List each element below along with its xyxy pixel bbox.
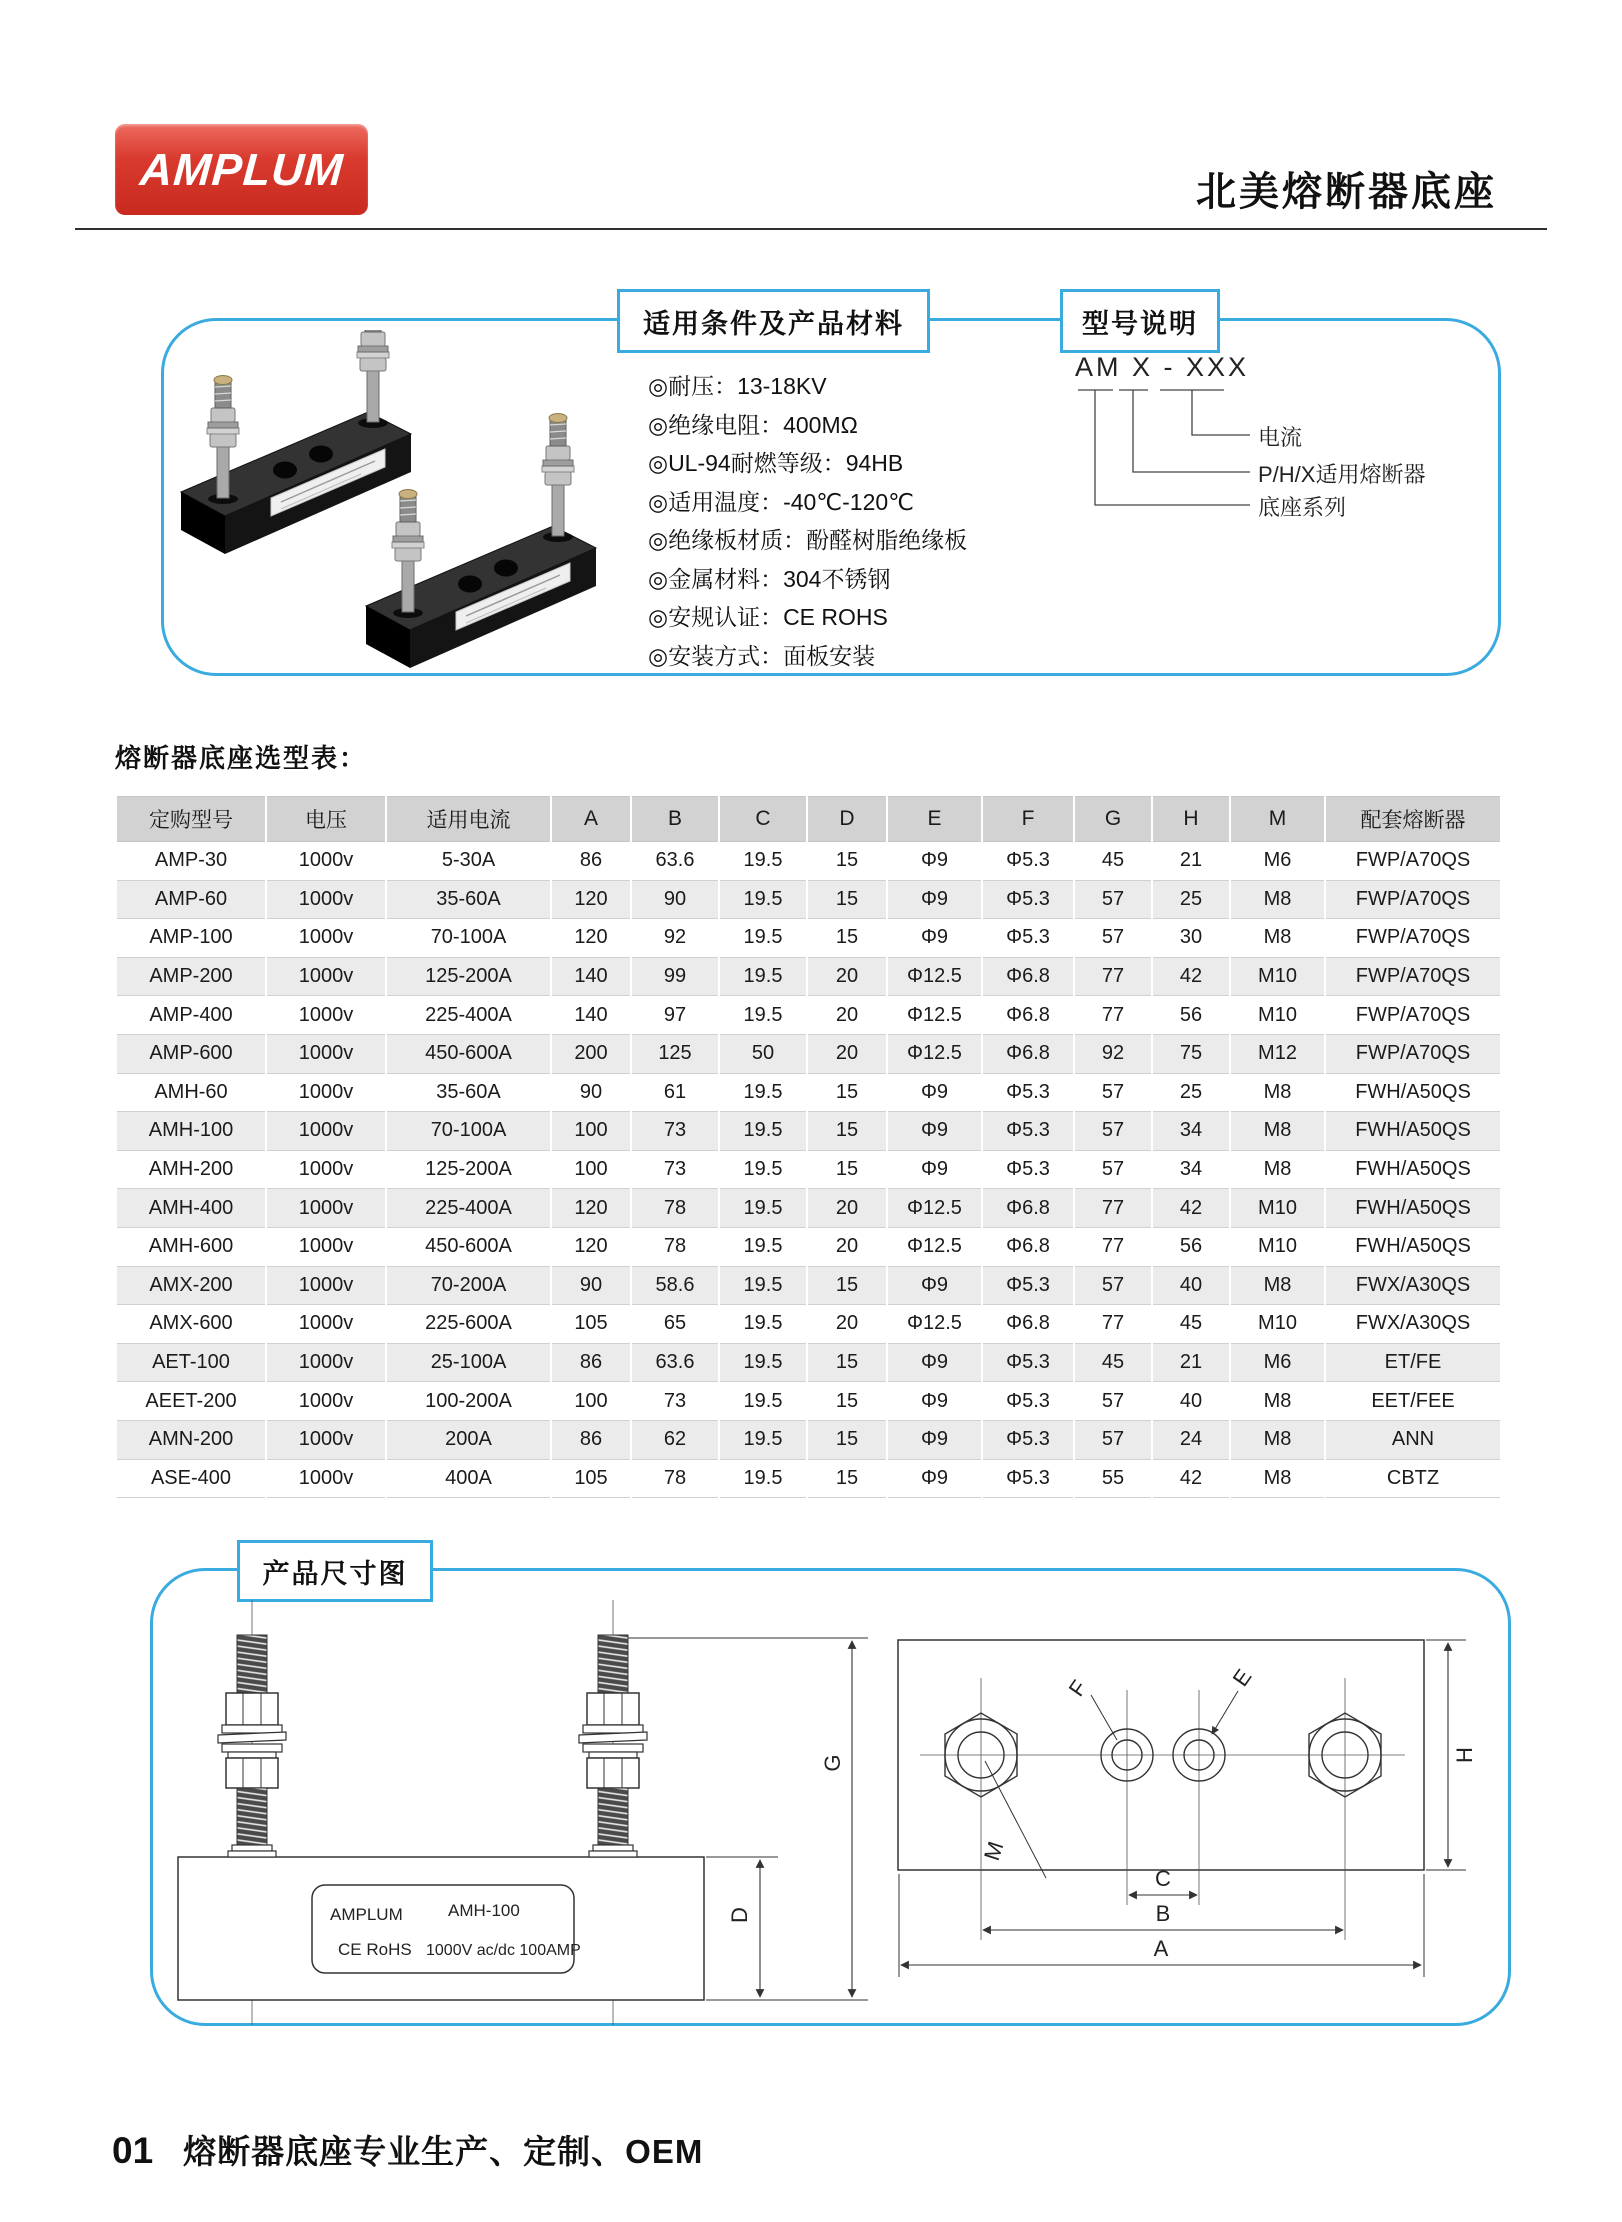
table-cell: 1000v — [266, 1150, 386, 1189]
table-cell: FWP/A70QS — [1325, 957, 1501, 996]
table-cell: Φ12.5 — [887, 1305, 982, 1344]
table-cell: Φ9 — [887, 1150, 982, 1189]
table-cell: 1000v — [266, 880, 386, 919]
condition-item: ◎UL-94耐燃等级：94HB — [648, 450, 904, 476]
table-cell: 40 — [1152, 1266, 1230, 1305]
table-cell: 125-200A — [386, 1150, 551, 1189]
table-cell: 40 — [1152, 1382, 1230, 1421]
column-header: B — [631, 797, 719, 842]
table-cell: 25 — [1152, 880, 1230, 919]
table-cell: FWP/A70QS — [1325, 1034, 1501, 1073]
table-cell: 100-200A — [386, 1382, 551, 1421]
table-row — [116, 1112, 1501, 1151]
table-cell: 77 — [1074, 1227, 1152, 1266]
table-cell: 1000v — [266, 996, 386, 1035]
table-cell: 120 — [551, 880, 631, 919]
table-cell: 70-100A — [386, 919, 551, 958]
dimension-drawing — [150, 1568, 1505, 2020]
table-cell: 99 — [631, 957, 719, 996]
table-cell: 75 — [1152, 1034, 1230, 1073]
table-cell: 15 — [807, 1459, 887, 1498]
table-cell: 73 — [631, 1150, 719, 1189]
table-cell: 30 — [1152, 919, 1230, 958]
table-cell: AMN-200 — [116, 1420, 266, 1459]
page-title: 北美熔断器底座 — [1196, 170, 1497, 214]
dim-a: A — [1153, 1936, 1169, 1961]
table-row — [116, 1227, 1501, 1266]
table-cell: M8 — [1230, 919, 1325, 958]
dimensions-box-title: 产品尺寸图 — [237, 1540, 433, 1602]
condition-item: ◎金属材料：304不锈钢 — [648, 565, 891, 592]
nameplate-rating: 1000V ac/dc 100AMP — [426, 1942, 581, 1959]
table-cell: M10 — [1230, 1227, 1325, 1266]
table-cell: 125-200A — [386, 957, 551, 996]
table-cell: 1000v — [266, 1343, 386, 1382]
table-cell: 15 — [807, 880, 887, 919]
table-cell: M12 — [1230, 1034, 1325, 1073]
table-cell: 100 — [551, 1150, 631, 1189]
condition-item: ◎绝缘板材质：酚醛树脂绝缘板 — [648, 527, 968, 553]
dim-g: G — [820, 1754, 845, 1772]
legend-label: 底座系列 — [1258, 495, 1347, 520]
table-cell: AMP-400 — [116, 996, 266, 1035]
column-header: F — [982, 797, 1074, 842]
table-cell: AMH-600 — [116, 1227, 266, 1266]
table-cell: Φ6.8 — [982, 996, 1074, 1035]
table-cell: 56 — [1152, 1227, 1230, 1266]
table-cell: ET/FE — [1325, 1343, 1501, 1382]
nameplate-brand: AMPLUM — [330, 1905, 403, 1924]
table-cell: FWH/A50QS — [1325, 1150, 1501, 1189]
table-cell: 15 — [807, 919, 887, 958]
table-cell: AMH-200 — [116, 1150, 266, 1189]
column-header: 电压 — [266, 797, 386, 842]
table-row — [116, 1266, 1501, 1305]
table-cell: Φ5.3 — [982, 1150, 1074, 1189]
table-cell: M10 — [1230, 1305, 1325, 1344]
table-cell: M8 — [1230, 1459, 1325, 1498]
dim-d: D — [727, 1907, 752, 1923]
table-cell: 20 — [807, 1189, 887, 1228]
table-cell: FWP/A70QS — [1325, 880, 1501, 919]
table-cell: 77 — [1074, 1189, 1152, 1228]
table-cell: Φ9 — [887, 1459, 982, 1498]
table-cell: 100 — [551, 1382, 631, 1421]
table-cell: ANN — [1325, 1420, 1501, 1459]
table-cell: 105 — [551, 1459, 631, 1498]
column-header: D — [807, 797, 887, 842]
table-cell: M10 — [1230, 1189, 1325, 1228]
table-cell: 120 — [551, 1189, 631, 1228]
model-legend-lines — [1060, 380, 1260, 520]
table-cell: AMH-60 — [116, 1073, 266, 1112]
model-legend-box-title: 型号说明 — [1060, 289, 1220, 353]
nameplate-model: AMH-100 — [448, 1901, 520, 1920]
table-cell: 1000v — [266, 1420, 386, 1459]
table-cell: 100 — [551, 1112, 631, 1151]
table-cell: M8 — [1230, 1420, 1325, 1459]
column-header: 定购型号 — [116, 797, 266, 842]
table-cell: AMX-600 — [116, 1305, 266, 1344]
table-cell: 57 — [1074, 1112, 1152, 1151]
table-row — [116, 1459, 1501, 1498]
condition-item: ◎绝缘电阻：400MΩ — [648, 411, 858, 438]
table-cell: Φ9 — [887, 1343, 982, 1382]
table-cell: 78 — [631, 1459, 719, 1498]
table-cell: Φ5.3 — [982, 842, 1074, 881]
table-cell: EET/FEE — [1325, 1382, 1501, 1421]
column-header: M — [1230, 797, 1325, 842]
table-cell: 19.5 — [719, 842, 807, 881]
table-cell: Φ5.3 — [982, 1073, 1074, 1112]
table-cell: 63.6 — [631, 842, 719, 881]
table-cell: 1000v — [266, 1266, 386, 1305]
table-cell: FWH/A50QS — [1325, 1227, 1501, 1266]
table-cell: 62 — [631, 1420, 719, 1459]
table-cell: Φ9 — [887, 1266, 982, 1305]
table-cell: 19.5 — [719, 1189, 807, 1228]
table-cell: Φ5.3 — [982, 1266, 1074, 1305]
table-cell: 57 — [1074, 1420, 1152, 1459]
table-cell: 19.5 — [719, 880, 807, 919]
table-cell: 19.5 — [719, 919, 807, 958]
table-cell: AMH-100 — [116, 1112, 266, 1151]
column-header: H — [1152, 797, 1230, 842]
table-cell: 57 — [1074, 1382, 1152, 1421]
table-cell: 57 — [1074, 880, 1152, 919]
table-cell: 35-60A — [386, 1073, 551, 1112]
table-cell: 1000v — [266, 842, 386, 881]
table-cell: 450-600A — [386, 1227, 551, 1266]
table-cell: 25-100A — [386, 1343, 551, 1382]
table-cell: 1000v — [266, 1034, 386, 1073]
table-cell: FWH/A50QS — [1325, 1073, 1501, 1112]
table-cell: 77 — [1074, 1305, 1152, 1344]
table-cell: Φ12.5 — [887, 1189, 982, 1228]
table-cell: Φ6.8 — [982, 1189, 1074, 1228]
table-cell: FWX/A30QS — [1325, 1305, 1501, 1344]
table-row — [116, 842, 1501, 881]
column-header: 适用电流 — [386, 797, 551, 842]
table-cell: 21 — [1152, 842, 1230, 881]
table-row — [116, 880, 1501, 919]
dim-f: F — [1063, 1675, 1092, 1701]
table-cell: Φ9 — [887, 880, 982, 919]
model-code: AM X - XXX — [1075, 352, 1250, 382]
conditions-list — [648, 367, 1038, 675]
table-cell: AMP-30 — [116, 842, 266, 881]
table-cell: ASE-400 — [116, 1459, 266, 1498]
table-cell: 1000v — [266, 1227, 386, 1266]
table-cell: 35-60A — [386, 880, 551, 919]
table-cell: 57 — [1074, 919, 1152, 958]
table-cell: 1000v — [266, 1112, 386, 1151]
table-cell: 15 — [807, 1382, 887, 1421]
table-cell: 1000v — [266, 1189, 386, 1228]
table-cell: 20 — [807, 957, 887, 996]
table-cell: 120 — [551, 1227, 631, 1266]
table-cell: M6 — [1230, 1343, 1325, 1382]
table-cell: 1000v — [266, 957, 386, 996]
table-cell: Φ12.5 — [887, 1227, 982, 1266]
table-cell: FWH/A50QS — [1325, 1112, 1501, 1151]
table-row — [116, 1073, 1501, 1112]
table-cell: M8 — [1230, 1150, 1325, 1189]
table-cell: 20 — [807, 996, 887, 1035]
table-cell: 19.5 — [719, 1382, 807, 1421]
table-cell: 140 — [551, 957, 631, 996]
condition-item: ◎安装方式：面板安装 — [648, 642, 876, 669]
table-cell: 15 — [807, 1420, 887, 1459]
table-cell: 5-30A — [386, 842, 551, 881]
table-cell: AEET-200 — [116, 1382, 266, 1421]
table-cell: 73 — [631, 1382, 719, 1421]
table-cell: 92 — [1074, 1034, 1152, 1073]
table-cell: 125 — [631, 1034, 719, 1073]
table-cell: CBTZ — [1325, 1459, 1501, 1498]
table-cell: AMP-200 — [116, 957, 266, 996]
table-cell: 57 — [1074, 1150, 1152, 1189]
table-cell: 400A — [386, 1459, 551, 1498]
table-cell: Φ9 — [887, 1073, 982, 1112]
table-row — [116, 1150, 1501, 1189]
header-divider — [75, 228, 1547, 230]
table-cell: 21 — [1152, 1343, 1230, 1382]
table-row — [116, 1034, 1501, 1073]
table-cell: 15 — [807, 1150, 887, 1189]
table-cell: Φ5.3 — [982, 1343, 1074, 1382]
table-cell: 19.5 — [719, 1459, 807, 1498]
table-cell: 25 — [1152, 1073, 1230, 1112]
table-cell: 90 — [551, 1266, 631, 1305]
table-cell: FWP/A70QS — [1325, 996, 1501, 1035]
nameplate-cert: CE RoHS — [338, 1940, 412, 1959]
table-cell: AMP-100 — [116, 919, 266, 958]
table-cell: 1000v — [266, 1382, 386, 1421]
table-cell: Φ6.8 — [982, 1305, 1074, 1344]
table-cell: Φ5.3 — [982, 1112, 1074, 1151]
table-cell: 19.5 — [719, 1420, 807, 1459]
table-row — [116, 1305, 1501, 1344]
table-cell: Φ5.3 — [982, 1420, 1074, 1459]
table-cell: 77 — [1074, 957, 1152, 996]
table-row — [116, 1420, 1501, 1459]
table-cell: 78 — [631, 1189, 719, 1228]
table-cell: 86 — [551, 842, 631, 881]
table-cell: 20 — [807, 1305, 887, 1344]
table-cell: 56 — [1152, 996, 1230, 1035]
selection-table — [115, 796, 1502, 1498]
table-cell: AMP-60 — [116, 880, 266, 919]
table-cell: Φ6.8 — [982, 1227, 1074, 1266]
table-cell: 225-600A — [386, 1305, 551, 1344]
table-cell: 65 — [631, 1305, 719, 1344]
table-cell: Φ5.3 — [982, 1382, 1074, 1421]
table-cell: 225-400A — [386, 1189, 551, 1228]
table-cell: 15 — [807, 842, 887, 881]
table-cell: Φ9 — [887, 1112, 982, 1151]
table-row — [116, 1382, 1501, 1421]
legend-label: P/H/X适用熔断器 — [1258, 462, 1426, 487]
table-cell: 450-600A — [386, 1034, 551, 1073]
table-cell: 225-400A — [386, 996, 551, 1035]
condition-item: ◎适用温度：-40℃-120℃ — [648, 488, 915, 515]
table-cell: FWP/A70QS — [1325, 842, 1501, 881]
table-cell: Φ12.5 — [887, 1034, 982, 1073]
product-photo — [163, 330, 603, 670]
table-cell: 57 — [1074, 1073, 1152, 1112]
table-cell: 15 — [807, 1112, 887, 1151]
table-header-row — [116, 797, 1501, 842]
table-cell: 200A — [386, 1420, 551, 1459]
condition-item: ◎安规认证：CE ROHS — [648, 604, 888, 630]
table-cell: M8 — [1230, 1073, 1325, 1112]
side-view-drawing — [178, 1600, 868, 2025]
table-cell: 78 — [631, 1227, 719, 1266]
table-cell: 105 — [551, 1305, 631, 1344]
table-cell: 45 — [1074, 842, 1152, 881]
table-cell: M8 — [1230, 1266, 1325, 1305]
table-cell: 86 — [551, 1343, 631, 1382]
nameplate — [312, 1885, 574, 1973]
table-cell: M8 — [1230, 1382, 1325, 1421]
fuse-base-photo-1 — [181, 330, 411, 554]
table-cell: 90 — [631, 880, 719, 919]
condition-item: ◎耐压：13-18KV — [648, 373, 827, 399]
table-cell: Φ12.5 — [887, 957, 982, 996]
table-cell: 73 — [631, 1112, 719, 1151]
table-cell: 19.5 — [719, 1227, 807, 1266]
table-cell: Φ5.3 — [982, 880, 1074, 919]
dim-h: H — [1452, 1747, 1477, 1763]
table-cell: AMH-400 — [116, 1189, 266, 1228]
brand-logo — [115, 124, 368, 215]
table-cell: 45 — [1074, 1343, 1152, 1382]
table-row — [116, 919, 1501, 958]
table-cell: 20 — [807, 1034, 887, 1073]
table-cell: 120 — [551, 919, 631, 958]
table-cell: 200 — [551, 1034, 631, 1073]
table-cell: 19.5 — [719, 1150, 807, 1189]
table-cell: Φ6.8 — [982, 1034, 1074, 1073]
table-cell: 50 — [719, 1034, 807, 1073]
table-cell: Φ9 — [887, 1382, 982, 1421]
page-footer — [112, 2126, 703, 2173]
table-cell: 77 — [1074, 996, 1152, 1035]
table-cell: 90 — [551, 1073, 631, 1112]
table-cell: 42 — [1152, 1189, 1230, 1228]
table-cell: 97 — [631, 996, 719, 1035]
table-cell: 1000v — [266, 919, 386, 958]
table-cell: 19.5 — [719, 1112, 807, 1151]
table-cell: Φ12.5 — [887, 996, 982, 1035]
page-number: 01 — [112, 2130, 154, 2171]
table-cell: 61 — [631, 1073, 719, 1112]
dim-b: B — [1155, 1901, 1171, 1926]
table-cell: 42 — [1152, 957, 1230, 996]
table-row — [116, 1189, 1501, 1228]
table-cell: 19.5 — [719, 1073, 807, 1112]
column-header: E — [887, 797, 982, 842]
table-cell: Φ5.3 — [982, 919, 1074, 958]
table-cell: 15 — [807, 1343, 887, 1382]
table-cell: 34 — [1152, 1150, 1230, 1189]
table-row — [116, 957, 1501, 996]
table-cell: 55 — [1074, 1459, 1152, 1498]
table-cell: FWP/A70QS — [1325, 919, 1501, 958]
selection-table-heading: 熔断器底座选型表： — [115, 743, 368, 773]
conditions-box-title: 适用条件及产品材料 — [617, 289, 930, 353]
selection-table-head — [116, 797, 1501, 842]
column-header: 配套熔断器 — [1325, 797, 1501, 842]
column-header: C — [719, 797, 807, 842]
table-cell: M6 — [1230, 842, 1325, 881]
table-cell: 92 — [631, 919, 719, 958]
table-cell: AMX-200 — [116, 1266, 266, 1305]
table-cell: M8 — [1230, 1112, 1325, 1151]
table-cell: 70-100A — [386, 1112, 551, 1151]
table-cell: Φ5.3 — [982, 1459, 1074, 1498]
table-cell: 19.5 — [719, 996, 807, 1035]
table-cell: 34 — [1152, 1112, 1230, 1151]
table-cell: FWH/A50QS — [1325, 1189, 1501, 1228]
table-cell: 20 — [807, 1227, 887, 1266]
dim-c: C — [1155, 1866, 1171, 1891]
legend-label: 电流 — [1258, 425, 1303, 450]
table-cell: Φ9 — [887, 1420, 982, 1459]
footer-tagline: 熔断器底座专业生产、定制、OEM — [183, 2133, 704, 2170]
table-cell: 19.5 — [719, 1305, 807, 1344]
table-cell: AMP-600 — [116, 1034, 266, 1073]
table-row — [116, 1343, 1501, 1382]
table-cell: 19.5 — [719, 957, 807, 996]
table-cell: M10 — [1230, 996, 1325, 1035]
table-cell: Φ9 — [887, 919, 982, 958]
table-cell: 19.5 — [719, 1343, 807, 1382]
table-cell: Φ9 — [887, 842, 982, 881]
table-cell: 1000v — [266, 1305, 386, 1344]
table-cell: M8 — [1230, 880, 1325, 919]
table-cell: 24 — [1152, 1420, 1230, 1459]
table-cell: 19.5 — [719, 1266, 807, 1305]
table-cell: 140 — [551, 996, 631, 1035]
table-cell: 58.6 — [631, 1266, 719, 1305]
table-cell: 70-200A — [386, 1266, 551, 1305]
table-cell: M10 — [1230, 957, 1325, 996]
table-cell: 63.6 — [631, 1343, 719, 1382]
table-cell: 1000v — [266, 1073, 386, 1112]
dim-e: E — [1227, 1664, 1257, 1691]
table-cell: 15 — [807, 1266, 887, 1305]
table-cell: 86 — [551, 1420, 631, 1459]
selection-table-body — [116, 842, 1501, 1498]
table-cell: 42 — [1152, 1459, 1230, 1498]
table-cell: Φ6.8 — [982, 957, 1074, 996]
table-cell: 15 — [807, 1073, 887, 1112]
dim-m: M — [978, 1838, 1009, 1864]
column-header: A — [551, 797, 631, 842]
table-cell: 57 — [1074, 1266, 1152, 1305]
table-row — [116, 996, 1501, 1035]
brand-logo-text: AMPLUM — [138, 143, 346, 195]
table-cell: AET-100 — [116, 1343, 266, 1382]
table-cell: 1000v — [266, 1459, 386, 1498]
column-header: G — [1074, 797, 1152, 842]
table-cell: 45 — [1152, 1305, 1230, 1344]
top-view-drawing — [898, 1640, 1477, 1977]
table-cell: FWX/A30QS — [1325, 1266, 1501, 1305]
